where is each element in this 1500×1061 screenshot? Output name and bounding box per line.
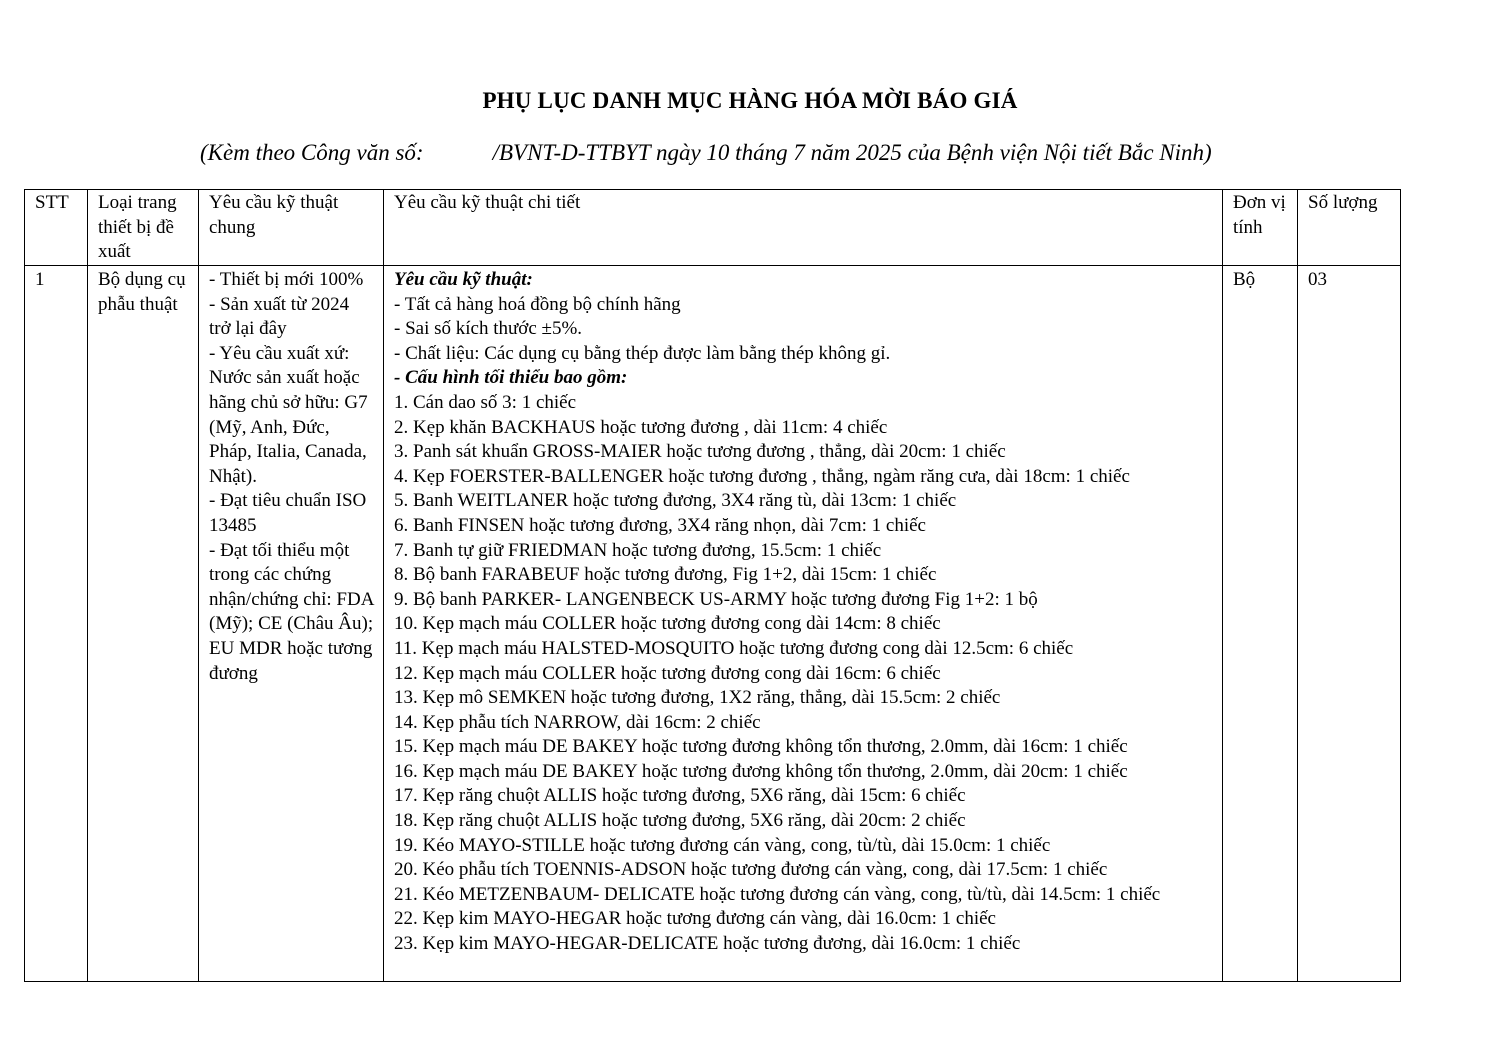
- cell-general-requirements: [199, 266, 384, 982]
- header-unit: Đơn vị tính: [1223, 190, 1298, 266]
- config-item: 8. Bộ banh FARABEUF hoặc tương đương, Fig 1+2, dài 15cm: 1 chiếc: [394, 564, 937, 586]
- general-requirement: - Đạt tiêu chuẩn ISO 13485: [209, 490, 367, 536]
- table-header-row: [25, 190, 1401, 266]
- config-item: 18. Kẹp răng chuột ALLIS hoặc tương đương, 5X6 răng, dài 20cm: 2 chiếc: [394, 810, 966, 832]
- header-general-requirements: Yêu cầu kỹ thuật chung: [199, 190, 384, 266]
- config-item: 9. Bộ banh PARKER- LANGENBECK US-ARMY hoặc tương đương Fig 1+2: 1 bộ: [394, 588, 1038, 610]
- config-item: 1. Cán dao số 3: 1 chiếc: [394, 391, 577, 413]
- config-item: 7. Banh tự giữ FRIEDMAN hoặc tương đương, 15.5cm: 1 chiếc: [394, 539, 882, 561]
- general-requirement: - Thiết bị mới 100%: [209, 269, 364, 290]
- cell-detailed-requirements: [384, 266, 1223, 982]
- general-requirement: - Sản xuất từ 2024 trở lại đây: [209, 293, 350, 340]
- detail-heading: Yêu cầu kỹ thuật:: [394, 269, 533, 290]
- config-item: 17. Kẹp răng chuột ALLIS hoặc tương đương, 5X6 răng, dài 15cm: 6 chiếc: [394, 785, 966, 807]
- cell-unit: Bộ: [1223, 266, 1298, 982]
- general-requirement: - Yêu cầu xuất xứ: Nước sản xuất hoặc hãng chủ sở hữu: G7 (Mỹ, Anh, Đức, Pháp, Italia, Canada, Nhật).: [209, 342, 368, 487]
- detail-requirement: - Tất cả hàng hoá đồng bộ chính hãng: [394, 293, 681, 315]
- config-item: 19. Kéo MAYO-STILLE hoặc tương đương cán vàng, cong, tù/tù, dài 15.0cm: 1 chiếc: [394, 834, 1051, 856]
- general-requirement: - Đạt tối thiểu một trong các chứng nhận/chứng chỉ: FDA (Mỹ); CE (Châu Âu); EU MDR hoặc tương đương: [209, 539, 374, 684]
- config-item: 13. Kẹp mô SEMKEN hoặc tương đương, 1X2 răng, thẳng, dài 15.5cm: 2 chiếc: [394, 687, 1001, 709]
- config-item: 3. Panh sát khuẩn GROSS-MAIER hoặc tương đương , thẳng, dài 20cm: 1 chiếc: [394, 441, 1006, 463]
- config-items-list: [394, 391, 1214, 957]
- cell-stt: 1: [25, 266, 88, 982]
- config-item: 10. Kẹp mạch máu COLLER hoặc tương đương cong dài 14cm: 8 chiếc: [394, 613, 941, 635]
- document-title: PHỤ LỤC DANH MỤC HÀNG HÓA MỜI BÁO GIÁ: [482, 88, 1018, 113]
- config-item: 23. Kẹp kim MAYO-HEGAR-DELICATE hoặc tương đương, dài 16.0cm: 1 chiếc: [394, 933, 1021, 955]
- config-item: 5. Banh WEITLANER hoặc tương đương, 3X4 răng tù, dài 13cm: 1 chiếc: [394, 490, 957, 512]
- header-equipment-type: Loại trang thiết bị đề xuất: [88, 190, 199, 266]
- detail-requirement: - Chất liệu: Các dụng cụ bằng thép được làm bằng thép không gỉ.: [394, 342, 891, 364]
- config-item: 14. Kẹp phẫu tích NARROW, dài 16cm: 2 chiếc: [394, 711, 761, 733]
- document-subtitle: (Kèm theo Công văn số: /BVNT-D-TTBYT ngày 10 tháng 7 năm 2025 của Bệnh viện Nội tiết Bắc Ninh): [200, 140, 1212, 165]
- cell-equipment-type: Bộ dụng cụ phẫu thuật: [88, 266, 199, 982]
- config-item: 21. Kéo METZENBAUM- DELICATE hoặc tương đương cán vàng, cong, tù/tù, dài 14.5cm: 1 chiếc: [394, 883, 1161, 905]
- config-item: 22. Kẹp kim MAYO-HEGAR hoặc tương đương cán vàng, dài 16.0cm: 1 chiếc: [394, 908, 996, 930]
- header-quantity: Số lượng: [1298, 190, 1401, 266]
- detail-requirement: - Sai số kích thước ±5%.: [394, 318, 583, 340]
- config-item: 16. Kẹp mạch máu DE BAKEY hoặc tương đương không tổn thương, 2.0mm, dài 20cm: 1 chiếc: [394, 760, 1128, 782]
- config-item: 12. Kẹp mạch máu COLLER hoặc tương đương cong dài 16cm: 6 chiếc: [394, 662, 941, 684]
- config-item: 6. Banh FINSEN hoặc tương đương, 3X4 răng nhọn, dài 7cm: 1 chiếc: [394, 514, 926, 536]
- config-heading: - Cấu hình tối thiểu bao gồm:: [394, 367, 628, 389]
- config-item: 15. Kẹp mạch máu DE BAKEY hoặc tương đương không tổn thương, 2.0mm, dài 16cm: 1 chiếc: [394, 736, 1128, 758]
- config-item: 2. Kẹp khăn BACKHAUS hoặc tương đương , dài 11cm: 4 chiếc: [394, 416, 888, 438]
- header-detailed-requirements: Yêu cầu kỹ thuật chi tiết: [384, 190, 1223, 266]
- cell-quantity: 03: [1298, 266, 1401, 982]
- goods-table: [24, 189, 1401, 982]
- table-row: [25, 266, 1401, 982]
- config-item: 11. Kẹp mạch máu HALSTED-MOSQUITO hoặc tương đương cong dài 12.5cm: 6 chiếc: [394, 637, 1074, 659]
- config-item: 4. Kẹp FOERSTER-BALLENGER hoặc tương đương , thẳng, ngàm răng cưa, dài 18cm: 1 chiếc: [394, 465, 1130, 487]
- config-item: 20. Kéo phẫu tích TOENNIS-ADSON hoặc tương đương cán vàng, cong, dài 17.5cm: 1 chiếc: [394, 859, 1108, 881]
- header-stt: STT: [25, 190, 88, 266]
